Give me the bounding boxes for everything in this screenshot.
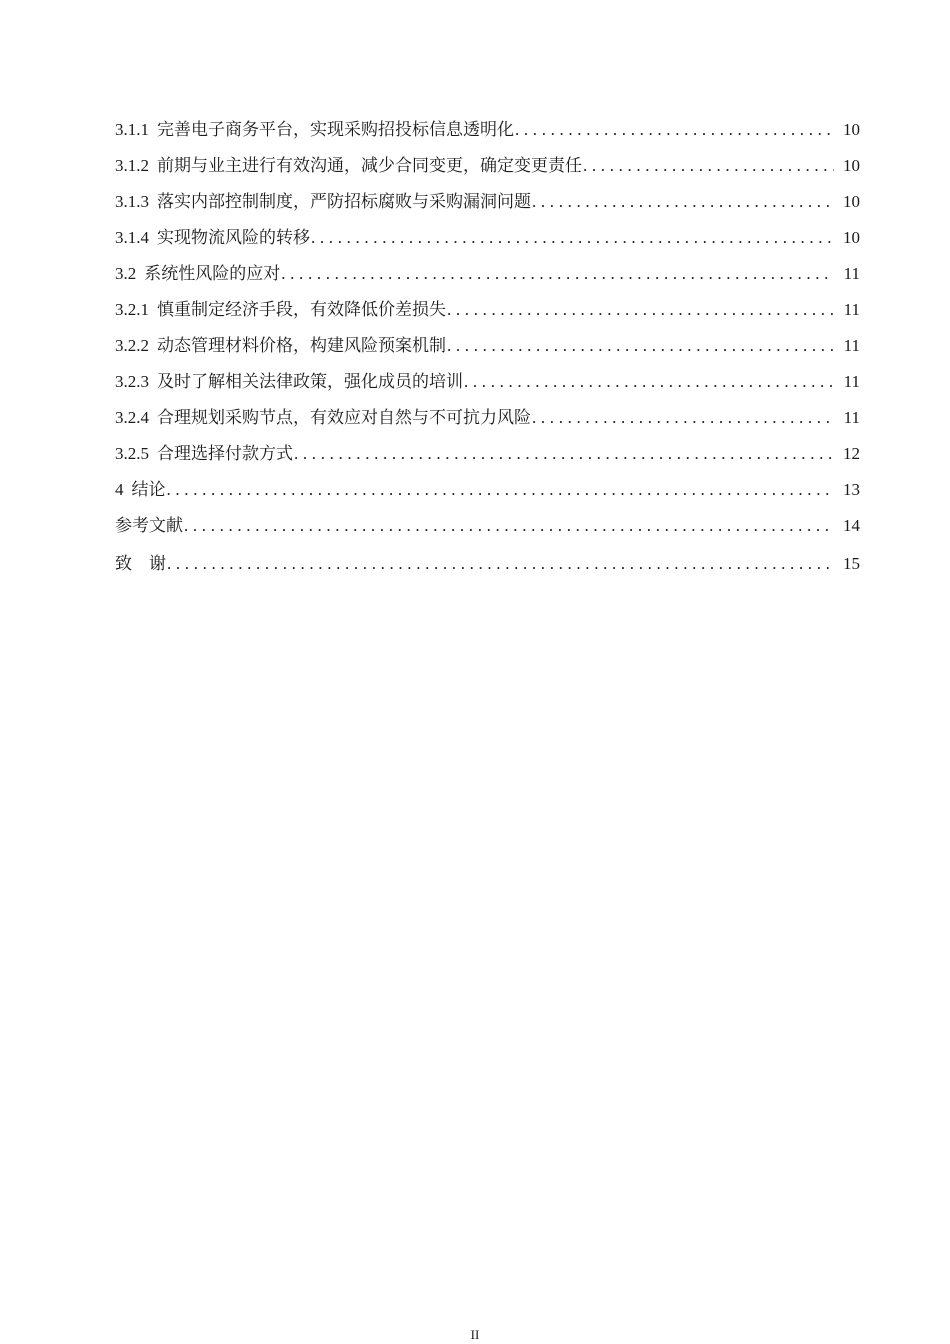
toc-entry-page: 12 (843, 444, 860, 463)
toc-entry-number: 3.2.2 (115, 336, 149, 355)
toc-entry-page: 11 (843, 300, 860, 319)
toc-entry-title: 前期与业主进行有效沟通，减少合同变更，确定变更责任 (157, 156, 582, 175)
toc-entry-4[interactable] (115, 479, 860, 515)
toc-entry-number: 3.2 (115, 264, 137, 283)
toc-entry-page: 11 (843, 264, 860, 283)
toc-entry-title: 参考文献 (115, 516, 183, 535)
dot-leader (583, 155, 834, 177)
dot-leader (464, 371, 834, 393)
toc-entry-3-1-2[interactable] (115, 155, 860, 191)
toc-entry-3-2-2[interactable] (115, 335, 860, 371)
toc-entry-page: 15 (843, 554, 860, 573)
toc-entry-title: 落实内部控制制度，严防招标腐败与采购漏洞问题 (157, 192, 531, 211)
toc-entry-page: 10 (843, 156, 860, 175)
toc-entry-title: 合理选择付款方式 (157, 444, 293, 463)
toc-entry-3-2-4[interactable] (115, 407, 860, 443)
page-number: II (470, 1327, 480, 1342)
toc-entry-number: 3.2.3 (115, 372, 149, 391)
toc-entry-title: 慎重制定经济手段，有效降低价差损失 (157, 300, 446, 319)
dot-leader (532, 191, 834, 213)
toc-entry-title: 致 谢 (115, 554, 166, 573)
dot-leader (311, 227, 834, 249)
toc-entry-page: 10 (843, 228, 860, 247)
toc-entry-number: 3.2.1 (115, 300, 149, 319)
dot-leader (447, 335, 834, 357)
toc-entry-page: 10 (843, 120, 860, 139)
toc-entry-page: 14 (843, 516, 860, 535)
dot-leader (532, 407, 834, 429)
toc-entry-acknowledgements[interactable] (115, 551, 860, 589)
toc-entry-page: 11 (843, 336, 860, 355)
toc-entry-title: 系统性风险的应对 (144, 264, 281, 283)
toc-entry-3-1-4[interactable] (115, 227, 860, 263)
toc-entry-number: 3.1.1 (115, 120, 149, 139)
dot-leader (281, 263, 834, 285)
toc-entry-3-2-3[interactable] (115, 371, 860, 407)
toc-entry-3-2-1[interactable] (115, 299, 860, 335)
toc-entry-page: 11 (843, 372, 860, 391)
toc-entry-title: 动态管理材料价格，构建风险预案机制 (157, 336, 446, 355)
toc-entry-page: 13 (843, 480, 860, 499)
table-of-contents (115, 119, 860, 589)
toc-entry-3-2-5[interactable] (115, 443, 860, 479)
toc-entry-title: 实现物流风险的转移 (157, 228, 310, 247)
dot-leader (515, 119, 834, 141)
toc-entry-title: 合理规划采购节点，有效应对自然与不可抗力风险 (157, 408, 531, 427)
toc-entry-number: 4 (115, 480, 124, 499)
toc-entry-number: 3.2.5 (115, 444, 149, 463)
toc-entry-references[interactable] (115, 515, 860, 551)
toc-entry-3-1-1[interactable] (115, 119, 860, 155)
toc-entry-title: 完善电子商务平台，实现采购招投标信息透明化 (157, 120, 514, 139)
toc-entry-number: 3.1.2 (115, 156, 149, 175)
toc-entry-number: 3.1.4 (115, 228, 149, 247)
toc-entry-page: 10 (843, 192, 860, 211)
dot-leader (167, 553, 834, 575)
dot-leader (294, 443, 834, 465)
toc-entry-page: 11 (843, 408, 860, 427)
dot-leader (167, 479, 835, 501)
dot-leader (184, 515, 834, 537)
toc-entry-title: 及时了解相关法律政策，强化成员的培训 (157, 372, 463, 391)
dot-leader (447, 299, 834, 321)
toc-entry-number: 3.1.3 (115, 192, 149, 211)
toc-entry-title: 结论 (131, 480, 166, 499)
toc-entry-number: 3.2.4 (115, 408, 149, 427)
toc-entry-3-2[interactable] (115, 263, 860, 299)
toc-entry-3-1-3[interactable] (115, 191, 860, 227)
